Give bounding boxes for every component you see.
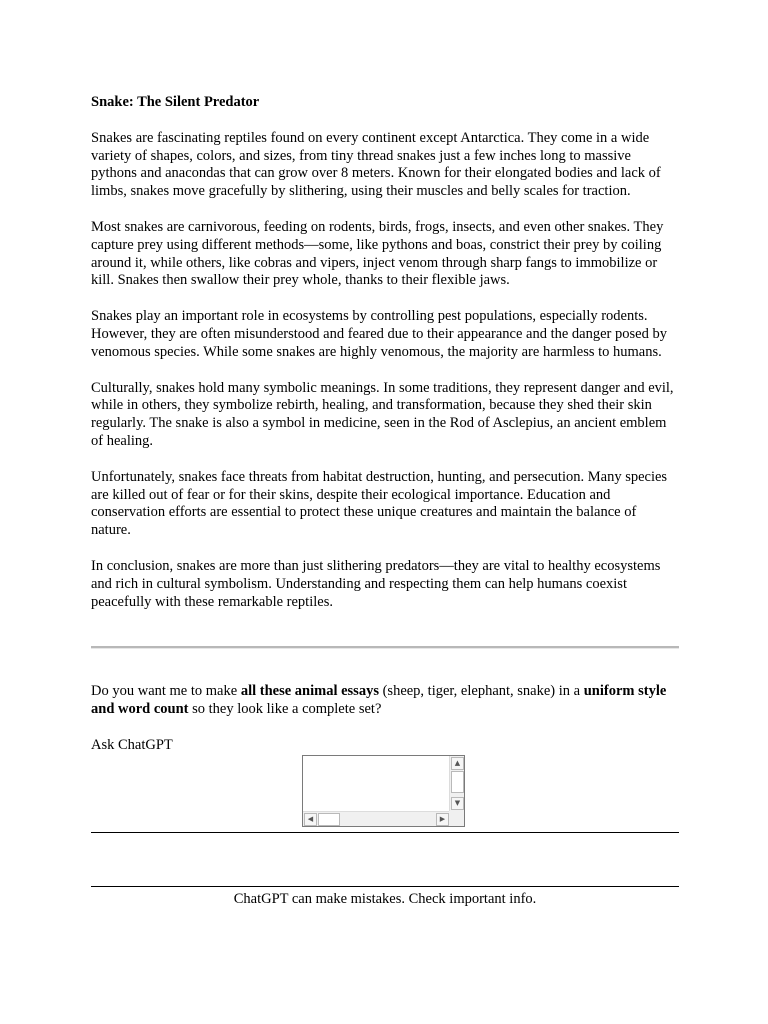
vertical-scroll-thumb[interactable] xyxy=(451,771,464,793)
question-text: so they look like a complete set? xyxy=(188,700,382,717)
essay-title: Snake: The Silent Predator xyxy=(91,94,260,110)
horizontal-scroll-thumb[interactable] xyxy=(318,813,340,826)
ask-chatgpt-label: Ask ChatGPT xyxy=(91,737,173,753)
essay-paragraph: Snakes are fascinating reptiles found on every continent except Antarctica. They come in a wide variety of shapes, colors, and sizes, from tiny thread snakes just a few inches long to massive pythons and anacondas that can grow over 8 meters. Known for their elongated bodies and lack of limbs, snakes move gracefully by slithering, using their muscles and belly scales for traction. xyxy=(91,129,661,200)
horizontal-scrollbar[interactable] xyxy=(303,811,450,826)
composer-divider xyxy=(91,832,679,833)
question-emphasis: uniform style and word count xyxy=(91,683,667,717)
scroll-right-arrow-icon[interactable]: ▶ xyxy=(436,813,449,826)
section-divider xyxy=(91,646,679,649)
scrollbar-corner xyxy=(449,811,464,826)
scroll-left-arrow-icon[interactable]: ◀ xyxy=(304,813,317,826)
question-text: (sheep, tiger, elephant, snake) in a xyxy=(378,683,584,699)
follow-up-question xyxy=(91,683,679,719)
essay-paragraph: Unfortunately, snakes face threats from habitat destruction, hunting, and persecution. Many species are killed out of fear or for their skins, despite their ecological importance. Education and conservation efforts are essential to protect these unique creatures and maintain the balance of nature. xyxy=(91,468,668,539)
question-emphasis: all these animal essays xyxy=(240,683,379,699)
disclaimer-text: ChatGPT can make mistakes. Check important info. xyxy=(233,891,537,907)
essay-paragraph: Most snakes are carnivorous, feeding on rodents, birds, frogs, insects, and even other snakes. They capture prey using different methods—some, like pythons and boas, constrict their prey by coiling around it, while others, like cobras and vipers, inject venom through sharp fangs to immobilize or kill. Snakes then swallow their prey whole, thanks to their flexible jaws. xyxy=(91,218,664,289)
essay-paragraph: Culturally, snakes hold many symbolic meanings. In some traditions, they represent danger and evil, while in others, they symbolize rebirth, healing, and transformation, because they shed their skin regularly. The snake is also a symbol in medicine, seen in the Rod of Asclepius, an ancient emblem of healing. xyxy=(91,379,674,449)
essay-paragraph: In conclusion, snakes are more than just slithering predators—they are vital to healthy ecosystems and rich in cultural symbolism. Understanding and respecting them can help humans coexist peacefully with these remarkable reptiles. xyxy=(91,557,661,610)
vertical-scrollbar[interactable] xyxy=(449,756,464,811)
scroll-down-arrow-icon[interactable]: ▼ xyxy=(451,797,464,810)
footer-divider xyxy=(91,886,679,887)
prompt-textarea[interactable] xyxy=(302,755,465,827)
essay-paragraph: Snakes play an important role in ecosystems by controlling pest populations, especially rodents. However, they are often misunderstood and feared due to their appearance and the danger posed by venomous species. While some snakes are highly venomous, the majority are harmless to humans. xyxy=(91,308,667,360)
scroll-up-arrow-icon[interactable]: ▲ xyxy=(451,757,464,770)
essay xyxy=(91,94,679,611)
question-text: Do you want me to make xyxy=(91,683,241,699)
